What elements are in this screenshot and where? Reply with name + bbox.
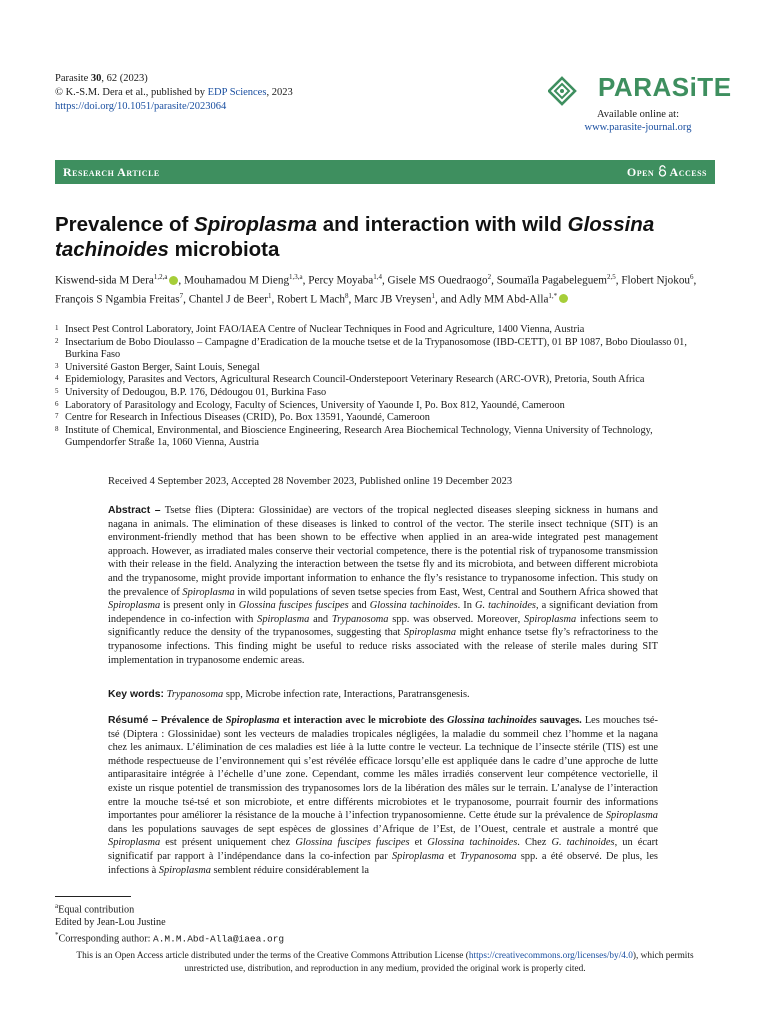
text-run: and (309, 613, 332, 625)
title-italic1: Spiroplasma (194, 213, 318, 236)
italic-term: Spiroplasma (225, 715, 280, 726)
italic-term: Spiroplasma (182, 586, 235, 598)
text-run: et (444, 850, 460, 862)
italic-term: G. tachinoides (551, 837, 615, 849)
affiliation-list (55, 324, 715, 450)
keywords-label: Key words: (108, 689, 165, 700)
received-dates: Received 4 September 2023, Accepted 28 November 2023, Published online 19 December 2023 (108, 476, 513, 487)
author-name: Adly MM Abd-Alla (458, 293, 549, 306)
journal-name: Parasite (55, 73, 89, 84)
author-affil-sup: 1,3,a (289, 273, 303, 281)
affiliation-number: 5 (55, 386, 59, 395)
author-name: Kiswend-sida M Dera (55, 274, 154, 287)
open-access-icon (658, 165, 667, 177)
footnotes (55, 900, 284, 946)
author-separator: , (183, 293, 189, 306)
text-run: , a significant deviation from independence in co-infection with (108, 600, 659, 625)
affiliation-number: 2 (55, 336, 59, 345)
author-name: Soumaïla Pagabeleguem (496, 274, 607, 287)
availability-block (560, 108, 716, 134)
license-pre: This is an Open Access article distributed under the terms of the Creative Commons Attribution License ( (76, 951, 469, 961)
italic-term: Spiroplasma (158, 864, 211, 876)
abstract (108, 504, 658, 667)
open-access-label (627, 165, 707, 180)
footnote-editor: Edited by Jean-Lou Justine (55, 916, 166, 928)
italic-term: Glossina fuscipes fuscipes (238, 600, 349, 612)
footnote-divider (55, 896, 131, 897)
resume-label: Résumé – (108, 715, 158, 726)
italic-term: Glossina tachinoides (369, 600, 458, 612)
affiliation-text: Laboratory of Parasitology and Ecology, Faculty of Sciences, University of Yaounde I, Po. Box 812, Yaoundé, Cameroon (65, 399, 565, 411)
italic-term: G. tachinoides (474, 600, 536, 612)
keywords-rest: spp, Microbe infection rate, Interactions, Paratransgenesis. (223, 689, 470, 700)
affiliation-text: Insect Pest Control Laboratory, Joint FAO/IAEA Centre of Nuclear Techniques in Food and Agriculture, 1400 Vienna, Austria (65, 324, 585, 335)
text-run: est présent uniquement chez (160, 837, 296, 849)
available-label: Available online at: (596, 109, 680, 120)
citation-block (55, 72, 293, 114)
author-name: Flobert Njokou (621, 274, 691, 287)
footnote-equal (55, 900, 284, 917)
affiliation-text: Insectarium de Bobo Dioulasso – Campagne d’Eradication de la mouche tsetse et de la Trypanosomose (IBD-CETT), 01 BP 1087, Bobo Dioulasso 01, Burkina Faso (65, 336, 687, 361)
author-separator: , (491, 274, 497, 287)
text-run: might enhance tsetse fly’s refractoriness to the trypanosome infections. This finding might be useful to reduce risks associated with the release of sterile males during SIT implementation in trypanosome endemic areas. (108, 627, 658, 666)
text-run: and (348, 600, 370, 612)
journal-volume: 30 (90, 73, 102, 84)
resume-body (108, 715, 658, 876)
author-affil-sup: 2 (487, 273, 492, 281)
abstract-label: Abstract – (108, 505, 161, 516)
open-access-word-1: Open (626, 164, 658, 179)
author-affil-sup: 7 (179, 291, 184, 300)
author-separator: , (348, 293, 355, 306)
author-separator: , (693, 274, 697, 287)
journal-site-link[interactable]: www.parasite-journal.org (584, 122, 692, 133)
text-run: et interaction avec le microbiote des (279, 715, 448, 726)
affiliation-item (55, 362, 715, 375)
italic-term: Glossina fuscipes fuscipes (295, 837, 410, 849)
author-affil-sup: 1,4 (373, 273, 382, 281)
italic-term: Spiroplasma (257, 613, 310, 625)
copyright-prefix: © K.-S.M. Dera et al., published by (55, 87, 208, 98)
italic-term: Spiroplasma (524, 613, 577, 625)
author-affil-sup: 6 (690, 273, 694, 281)
author-separator: , (381, 274, 388, 287)
text-run: sauvages. (536, 715, 582, 726)
affiliation-item (55, 374, 715, 387)
license-statement (55, 950, 715, 976)
footnote-corr-mark: * (55, 931, 59, 940)
author-separator: , (615, 274, 622, 287)
affiliation-number: 4 (55, 374, 59, 383)
journal-logo-text: PARASiTE (598, 72, 732, 102)
affiliation-text: Centre for Research in Infectious Diseases (CRID), Po. Box 13591, Yaoundé, Cameroon (65, 412, 430, 424)
abstract-body (108, 505, 658, 666)
article-type-band (55, 160, 715, 184)
author-affil-sup: 2,5 (606, 273, 616, 281)
doi-link[interactable]: https://doi.org/10.1051/parasite/2023064 (55, 101, 227, 112)
affiliation-number: 7 (55, 412, 59, 421)
author-name: Percy Moyaba (308, 274, 374, 287)
citation-line (55, 72, 293, 86)
text-run: semblent réduire considérablement la (210, 864, 370, 876)
affiliation-item (55, 425, 715, 450)
affiliation-item (55, 387, 715, 400)
title-part1: Prevalence of (55, 213, 195, 236)
text-run: Prévalence de (157, 715, 226, 726)
article-title (55, 212, 715, 262)
author-affil-sup: 1 (431, 291, 435, 300)
italic-term: Spiroplasma (403, 627, 457, 639)
text-run: . In (457, 600, 475, 612)
author-name: François S Ngambia Freitas (55, 293, 180, 306)
italic-term: Spiroplasma (108, 600, 161, 612)
title-part2: and interaction with wild (317, 213, 568, 236)
affiliation-text: University of Dedougou, B.P. 176, Dédougou 01, Burkina Faso (65, 386, 327, 398)
author-separator: , (302, 274, 309, 287)
italic-term: Glossina tachinoides (427, 837, 518, 849)
resume (108, 714, 658, 877)
license-link[interactable]: https://creativecommons.org/licenses/by/4.0 (468, 951, 633, 961)
author-affil-sup: 1,2,a (153, 273, 168, 281)
corresponding-email[interactable]: A.M.M.Abd-Alla@iaea.org (153, 933, 285, 945)
open-access-word-2: Access (666, 164, 707, 179)
footnote-equal-text: Equal contribution (58, 904, 135, 916)
title-italic2: Glossina tachinoides (55, 213, 655, 261)
text-run: dans les populations sauvages de sept espèces de glossines d’Afrique de l’Est, de l’Ouest, centrale et australe a montré que (108, 823, 658, 835)
italic-term: Glossina tachinoides (447, 715, 537, 726)
author-name: Marc JB Vreysen (354, 293, 432, 306)
author-name: Gisele MS Ouedraogo (387, 274, 488, 287)
author-affil-sup: 1,* (548, 291, 558, 300)
text-run: Tsetse flies (Diptera: Glossinidae) are vectors of the tropical neglected diseases sleeping sickness in humans and nagana in animals. The elimination of these diseases is linked to control of the vector. The sterile insect technique (SIT) is an environment-friendly method that has been shown to be effective when applied in an area-wide integrated pest management approach. However, as irradiated males conserve their vectorial competence, there is the potential risk of trypanosome transmission with their release in the field. Analyzing the interaction between the tsetse fly and its microbiota, and between different microbiota and the trypanosome, might provide important information to enhance the fly’s resistance to trypanosome infection. This study on the prevalence of (108, 505, 658, 598)
footnote-corr-label: Corresponding author: (58, 933, 154, 945)
italic-term: Spiroplasma (108, 837, 161, 849)
text-run: . Chez (517, 837, 552, 849)
text-run: et (409, 837, 428, 849)
text-run: spp. a été observé. De plus, les infections à (108, 850, 658, 876)
text-run: in wild populations of seven tsetse species from East, West, Central and Southern Africa showed that (234, 586, 658, 598)
article-type-label: Research Article (63, 164, 160, 179)
text-run: is present only in (160, 600, 239, 612)
italic-term: Trypanosoma (331, 613, 389, 625)
text-run: infections seem to significantly reduce the density of the trypanosomes, suggesting that (108, 613, 659, 639)
author-name: Chantel J de Beer (188, 293, 268, 306)
copyright-line (55, 86, 293, 100)
author-name: Robert L Mach (277, 293, 345, 306)
affiliation-text: Université Gaston Berger, Saint Louis, Senegal (65, 361, 260, 373)
affiliation-number: 6 (55, 399, 59, 408)
affiliation-number: 3 (55, 361, 59, 370)
affiliation-text: Institute of Chemical, Environmental, and Bioscience Engineering, Research Area Biochemical Technology, Vienna University of Technology, Gumpendorfer Straße 1a, 1060 Vienna, Austria (65, 424, 653, 449)
footnote-equal-mark: a (55, 902, 59, 910)
author-separator: , (271, 293, 278, 306)
resume-title (158, 715, 582, 726)
author-affil-sup: 8 (344, 291, 349, 300)
italic-term: Spiroplasma (605, 810, 658, 822)
footnote-corresponding (55, 929, 284, 946)
affiliation-text: Epidemiology, Parasites and Vectors, Agricultural Research Council-Onderstepoort Veterinary Research (ARC-OVR), Pretoria, South Africa (65, 374, 645, 386)
keyword-italic: Trypanosoma (166, 689, 224, 700)
author-list (55, 270, 715, 307)
title-part3: microbiota (168, 238, 280, 261)
affiliation-item (55, 337, 715, 362)
author-separator: , (178, 274, 185, 287)
text-run: , un écart significatif par rapport à l’indépendance dans la co-infection par (108, 837, 658, 862)
text-run: spp. was observed. Moreover, (388, 613, 525, 625)
text-run: Les mouches tsé-tsé (Diptera : Glossinidae) sont les vecteurs de maladies tropicales négligées, la maladie du sommeil chez l’homme et la nagana chez les animaux. L’élimination de ces maladies est liée à la lutte contre le vecteur. La technique de l’insecte stérile (TIS) est une méthode respectueuse de l’environnement qui s’est révélée efficace lorsqu’elle est appliquée dans le cadre d’une approche de lutte antiparasitaire intégrée à l’échelle d’une zone. Cependant, comme les mâles irradiés conservent leur compétence vectorielle, il existe un risque potentiel de transmission des trypanosomes lors de la libération des mâles sur le terrain. L’analyse de l’interaction entre la mouche tsé-tsé et son microbiote, et entre différents microbiotes et le trypanosome, pourrait fournir des informations importantes pour améliorer la résistance de la mouche à l’infection trypanosomienne. Cette étude sur la prévalence de (108, 715, 658, 822)
affiliation-item (55, 412, 715, 425)
affiliation-item (55, 400, 715, 413)
affiliation-item (55, 324, 715, 337)
journal-issue: , 62 (2023) (101, 73, 148, 84)
copyright-suffix: , 2023 (266, 87, 293, 98)
author-separator: , and (434, 293, 459, 306)
author-affil-sup: 1 (267, 291, 272, 300)
license-post: ), which permits unrestricted use, distribution, and reproduction in any medium, provided the original work is properly cited. (184, 951, 694, 974)
affiliation-number: 1 (55, 324, 59, 332)
orcid-icon[interactable] (559, 294, 568, 303)
affiliation-number: 8 (55, 424, 59, 433)
italic-term: Trypanosoma (459, 850, 517, 862)
italic-term: Spiroplasma (391, 850, 445, 862)
author-name: Mouhamadou M Dieng (184, 274, 290, 287)
publisher-link[interactable]: EDP Sciences (207, 87, 267, 98)
keywords (108, 689, 658, 700)
